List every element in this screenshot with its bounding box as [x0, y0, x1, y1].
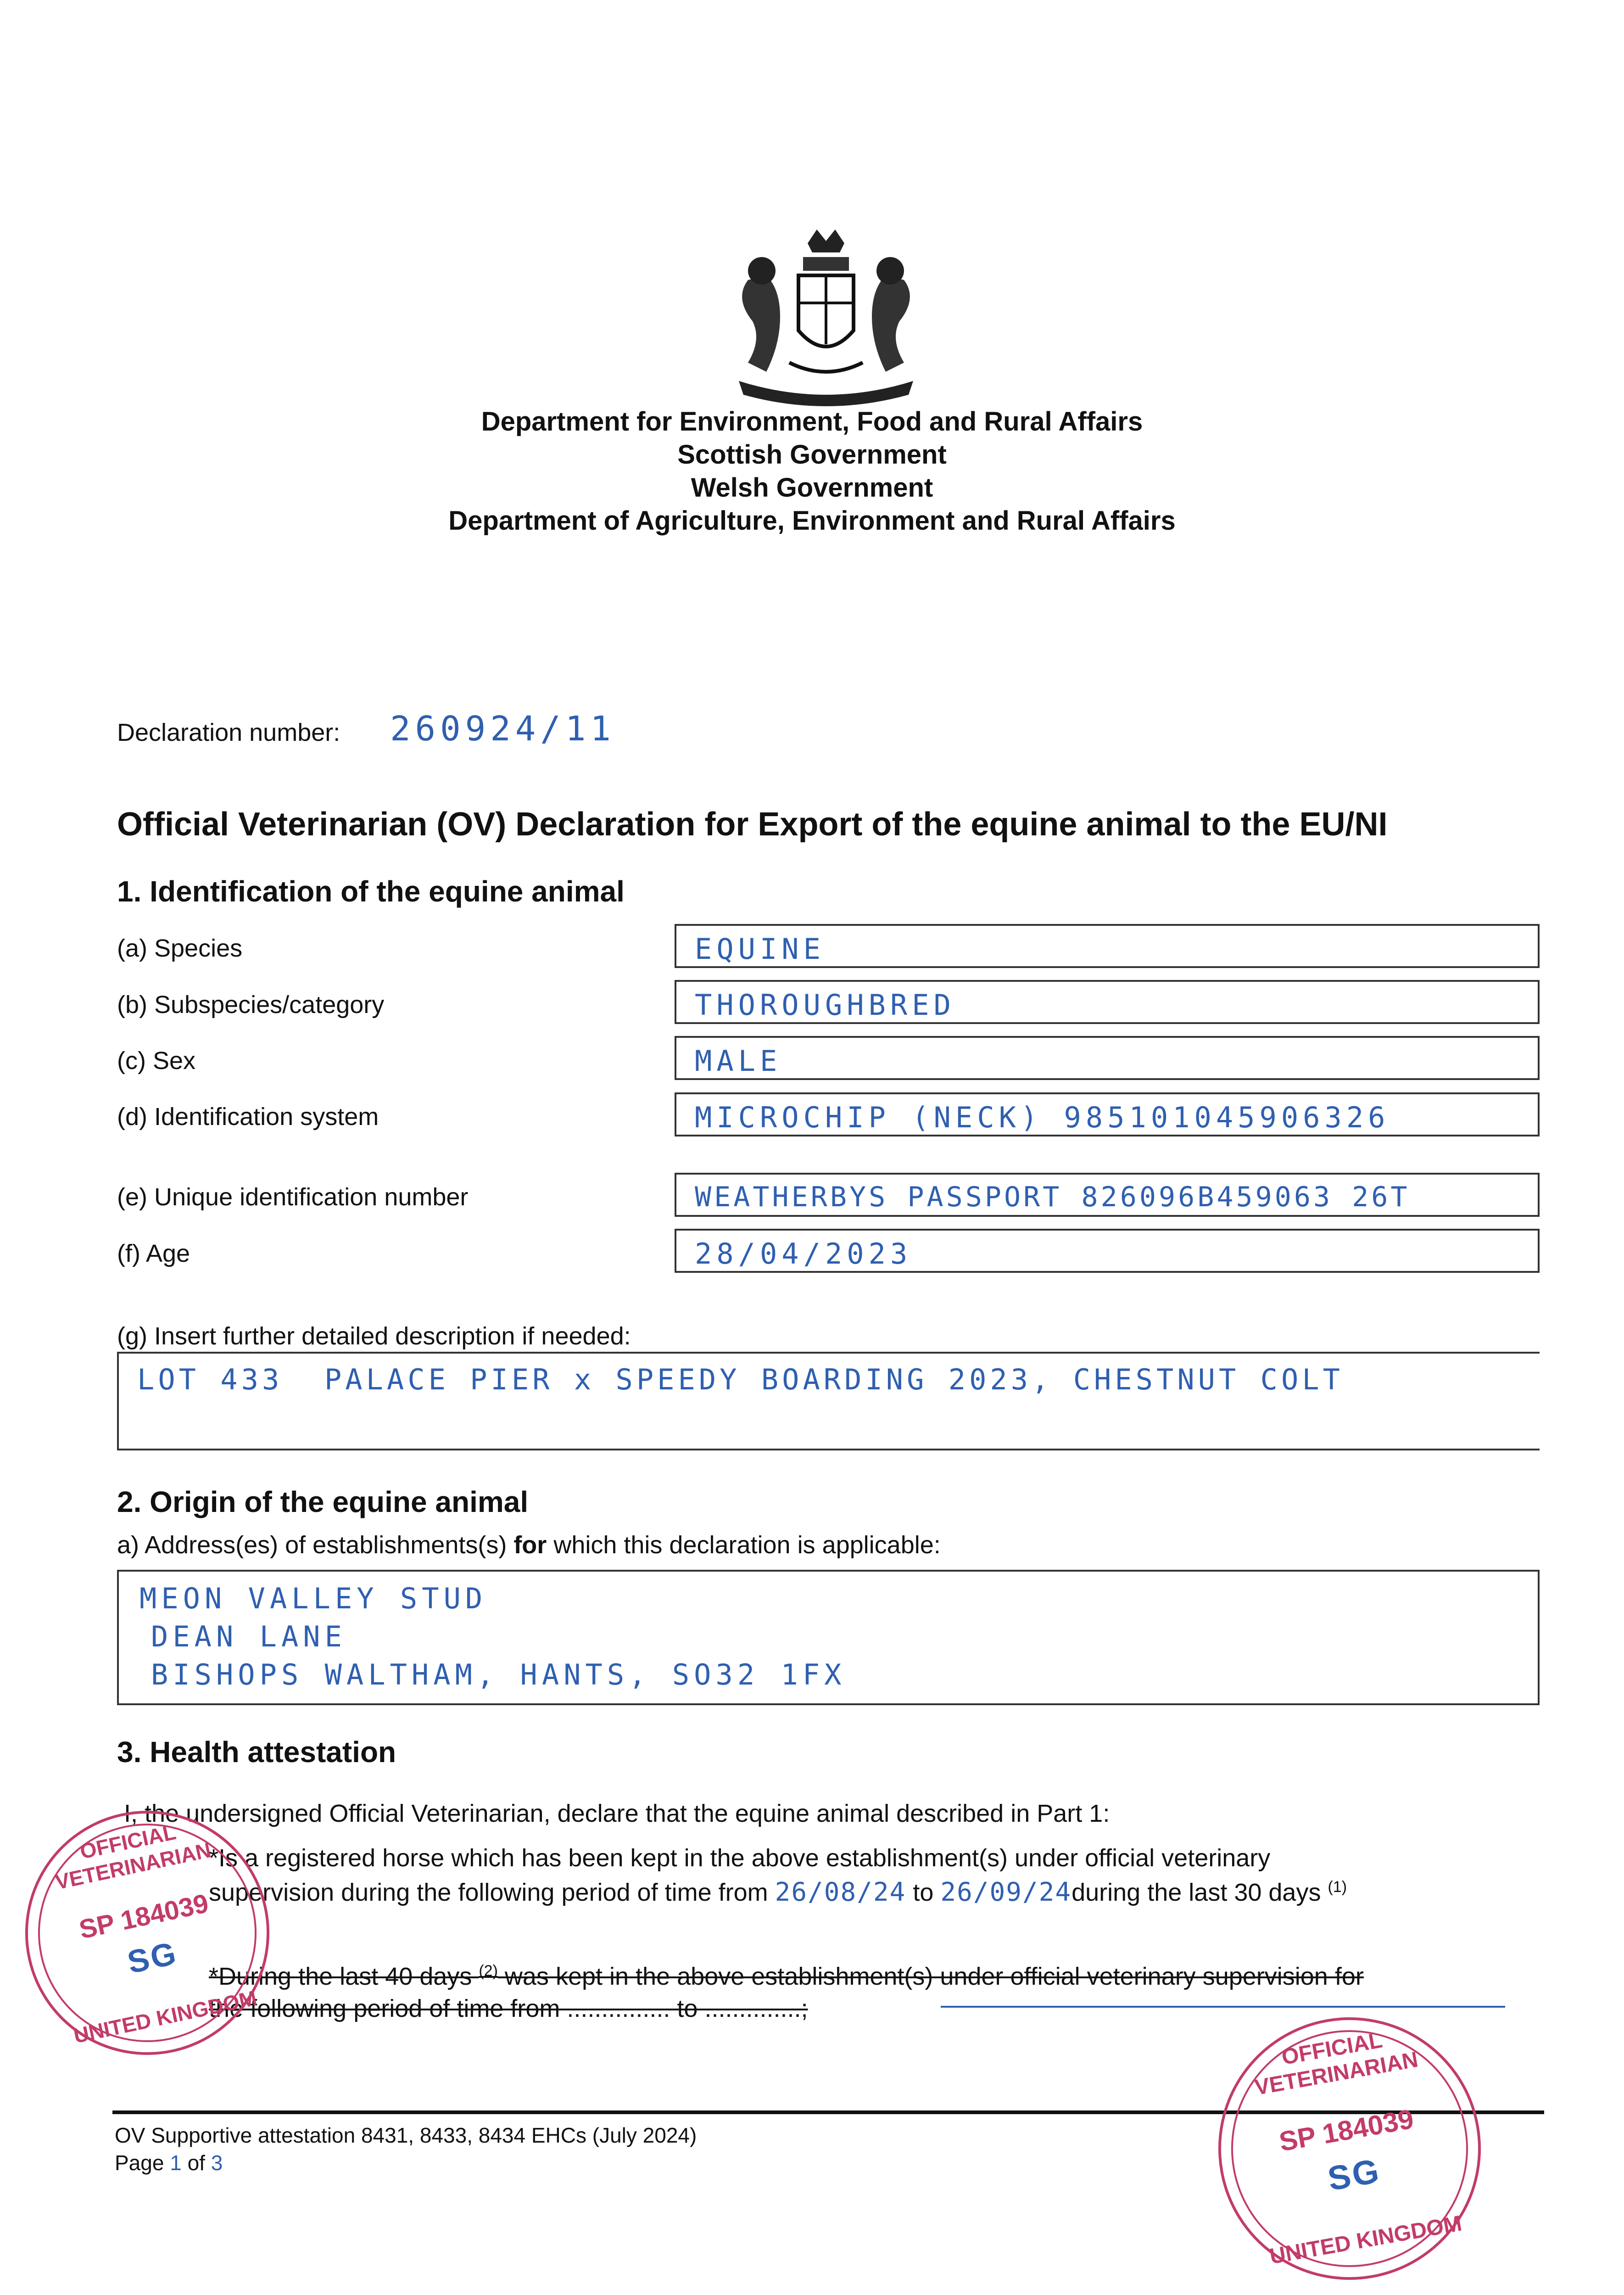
department-name-4: Department of Agriculture, Environment and Rural Affairs [448, 506, 1176, 536]
document-title: Official Veterinarian (OV) Declaration for Export of the equine animal to the EU/NI [117, 806, 1388, 843]
department-name-1: Department for Environment, Food and Rural Affairs [481, 407, 1143, 437]
subspecies-label: (b) Subspecies/category [117, 991, 385, 1019]
item2-footnote-ref: (2) [479, 1962, 498, 1980]
department-name-2: Scottish Government [677, 440, 947, 470]
identification-system-value: MICROCHIP (NECK) 985101045906326 [695, 1101, 1390, 1134]
species-value: EQUINE [695, 932, 825, 966]
official-veterinarian-stamp-right [1198, 1997, 1502, 2295]
age-label: (f) Age [117, 1240, 190, 1267]
royal-coat-of-arms-logo [720, 225, 932, 409]
declaration-number-label: Declaration number: [117, 719, 340, 746]
description-value: LOT 433 PALACE PIER x SPEEDY BOARDING 2023, CHESTNUT COLT [137, 1363, 1344, 1396]
instruction-bold: for [513, 1531, 547, 1559]
item1-text-pre: supervision during the following period of time from [209, 1879, 775, 1906]
stamp-initials: SG [124, 1935, 181, 1981]
footer-attestation-text: OV Supportive attestation 8431, 8433, 8434 EHCs (July 2024) [115, 2123, 697, 2147]
description-field[interactable] [117, 1352, 1540, 1450]
instruction-text-1: a) Address(es) of establishments(s) [117, 1531, 514, 1559]
establishment-instruction [117, 1531, 941, 1559]
age-field[interactable] [675, 1229, 1540, 1273]
item2-text-pre: *During the last 40 days [209, 1963, 479, 1990]
instruction-text-2: which this declaration is applicable: [547, 1531, 941, 1559]
of-word: of [187, 2151, 205, 2175]
attestation-item-2-line-1 [209, 1962, 1364, 1991]
item1-from-date[interactable]: 26/08/24 [775, 1877, 906, 1907]
page-number: 1 [170, 2151, 182, 2175]
stamp-number: SP 184039 [1277, 2103, 1416, 2157]
attestation-item-1-line-1: *Is a registered horse which has been kept in the above establishment(s) under official veterinary [209, 1844, 1271, 1872]
stamp-initials: SG [1325, 2151, 1384, 2198]
identification-system-field[interactable] [675, 1092, 1540, 1136]
age-value: 28/04/2023 [695, 1237, 912, 1271]
attestation-intro: I, the undersigned Official Veterinarian, declare that the equine animal described in Part 1: [124, 1800, 1110, 1827]
strike-through-line [941, 2006, 1505, 2008]
species-label: (a) Species [117, 935, 243, 962]
stamp-bottom-text: UNITED KINGDOM [1267, 2211, 1464, 2269]
stamp-number: SP 184039 [76, 1888, 212, 1945]
subspecies-field[interactable] [675, 980, 1540, 1024]
address-line-3: BISHOPS WALTHAM, HANTS, SO32 1FX [151, 1658, 846, 1691]
species-field[interactable] [675, 924, 1540, 968]
identification-system-label: (d) Identification system [117, 1103, 379, 1131]
department-name-3: Welsh Government [691, 473, 933, 503]
attestation-item-1-line-2 [209, 1877, 1347, 1907]
address-field[interactable] [117, 1570, 1540, 1705]
description-label: (g) Insert further detailed description if needed: [117, 1322, 631, 1350]
declaration-number-value[interactable]: 260924/11 [390, 709, 615, 749]
official-veterinarian-stamp-left [3, 1788, 292, 2078]
sex-value: MALE [695, 1044, 782, 1078]
sex-label: (c) Sex [117, 1047, 196, 1075]
attestation-item-2-line-2: the following period of time from ............... to ..............; [209, 1995, 808, 2022]
item1-to-date[interactable]: 26/09/24 [940, 1877, 1072, 1907]
sex-field[interactable] [675, 1036, 1540, 1080]
stamp-top-text: OFFICIAL VETERINARIAN [53, 1819, 213, 1894]
page-word: Page [115, 2151, 164, 2175]
page-total: 3 [211, 2151, 223, 2175]
section-2-heading: 2. Origin of the equine animal [117, 1485, 529, 1518]
item1-to-word: to [906, 1879, 941, 1906]
unique-id-value: WEATHERBYS PASSPORT 826096B459063 26T [695, 1181, 1410, 1213]
stamp-bottom-text: UNITED KINGDOM [71, 1986, 259, 2048]
address-line-1: MEON VALLEY STUD [140, 1582, 487, 1615]
unique-id-label: (e) Unique identification number [117, 1183, 469, 1211]
subspecies-value: THOROUGHBRED [695, 988, 955, 1022]
section-3-heading: 3. Health attestation [117, 1735, 396, 1769]
item1-text-post: during the last 30 days [1072, 1879, 1321, 1906]
footer-page-indicator [115, 2150, 223, 2175]
stamp-top-text: OFFICIAL VETERINARIAN [1253, 2028, 1420, 2100]
unique-id-field[interactable] [675, 1173, 1540, 1217]
section-1-heading: 1. Identification of the equine animal [117, 875, 625, 908]
address-line-2: DEAN LANE [151, 1620, 346, 1653]
item2-text-post: was kept in the above establishment(s) under official veterinary supervision for [497, 1963, 1364, 1990]
item1-footnote-ref: (1) [1328, 1878, 1347, 1896]
